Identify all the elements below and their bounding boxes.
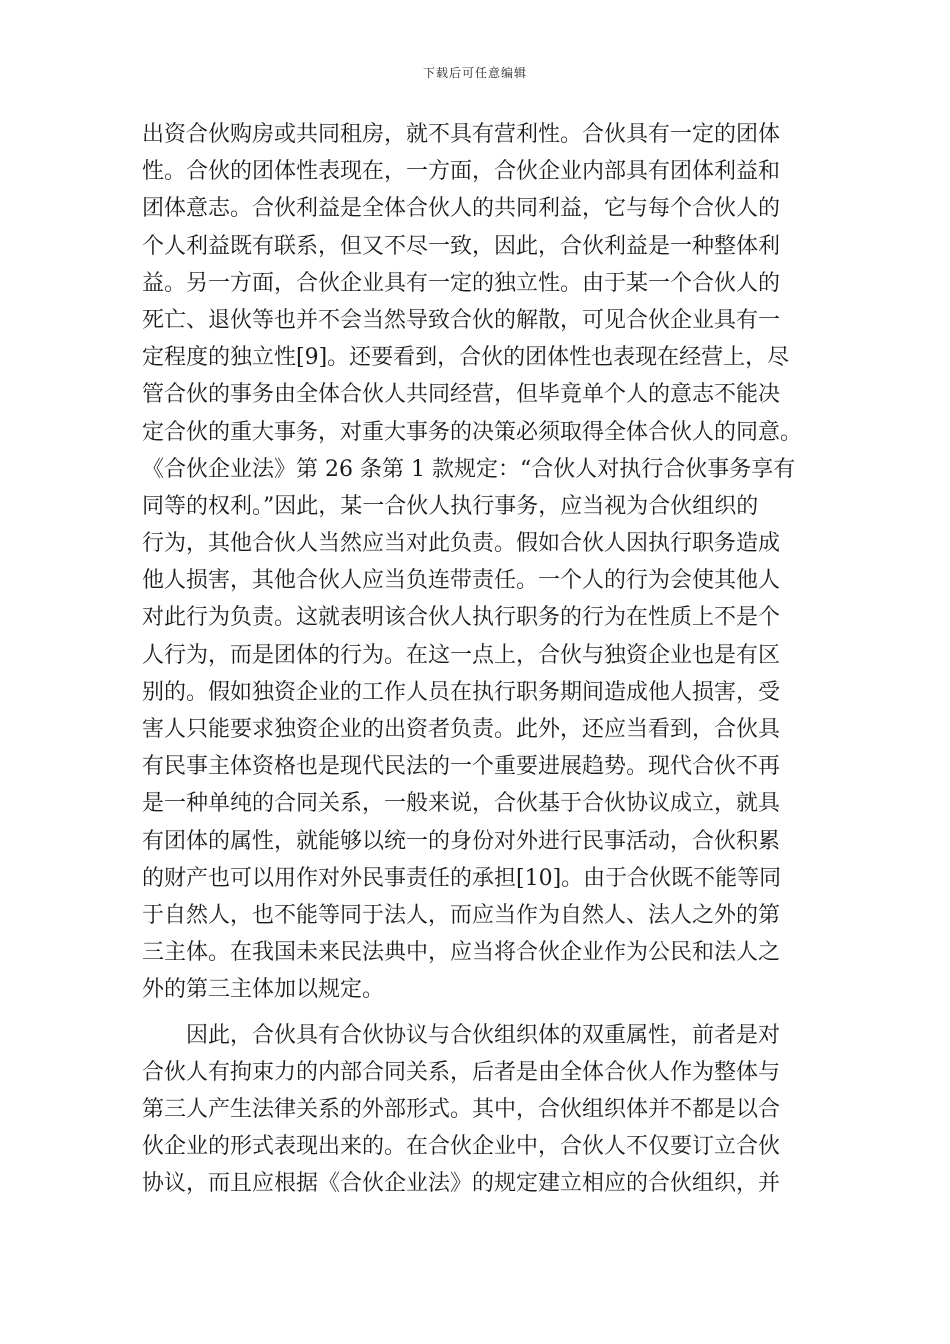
text-line: 有团体的属性，就能够以统一的身份对外进行民事活动，合伙积累 <box>142 828 781 854</box>
text-line: 的财产也可以用作对外民事责任的承担[10]。由于合伙既不能等同 <box>142 865 782 891</box>
text-line: 益。另一方面，合伙企业具有一定的独立性。由于某一个合伙人的 <box>142 270 781 296</box>
text-line: 《合伙企业法》第 26 条第 1 款规定：“合伙人对执行合伙事务享有 <box>142 456 796 482</box>
text-line: 有民事主体资格也是现代民法的一个重要进展趋势。现代合伙不再 <box>142 754 781 780</box>
text-line: 伙企业的形式表现出来的。在合伙企业中，合伙人不仅要订立合伙 <box>142 1134 781 1160</box>
text-line: 定合伙的重大事务，对重大事务的决策必须取得全体合伙人的同意。 <box>142 419 803 445</box>
text-line: 他人损害，其他合伙人应当负连带责任。一个人的行为会使其他人 <box>142 568 781 594</box>
text-line: 协议，而且应根据《合伙企业法》的规定建立相应的合伙组织，并 <box>142 1171 781 1197</box>
text-line: 合伙人有拘束力的内部合同关系，后者是由全体合伙人作为整体与 <box>142 1059 781 1085</box>
text-line: 于自然人，也不能等同于法人，而应当作为自然人、法人之外的第 <box>142 902 781 928</box>
text-line: 三主体。在我国未来民法典中，应当将合伙企业作为公民和法人之 <box>142 940 781 966</box>
paragraph-spacer <box>142 1009 812 1017</box>
text-line: 定程度的独立性[9]。还要看到，合伙的团体性也表现在经营上，尽 <box>142 345 790 371</box>
text-line: 管合伙的事务由全体合伙人共同经营，但毕竟单个人的意志不能决 <box>142 382 781 408</box>
header-note: 下载后可任意编辑 <box>422 66 527 80</box>
text-line: 对此行为负责。这就表明该合伙人执行职务的行为在性质上不是个 <box>142 605 781 631</box>
text-line: 同等的权利。”因此，某一合伙人执行事务，应当视为合伙组织的 <box>142 493 759 519</box>
text-line: 害人只能要求独资企业的出资者负责。此外，还应当看到，合伙具 <box>142 717 781 742</box>
text-line: 是一种单纯的合同关系，一般来说，合伙基于合伙协议成立，就具 <box>142 791 781 817</box>
text-line: 别的。假如独资企业的工作人员在执行职务期间造成他人损害，受 <box>142 679 781 705</box>
text-line: 个人利益既有联系，但又不尽一致，因此，合伙利益是一种整体利 <box>142 233 781 259</box>
text-line: 人行为，而是团体的行为。在这一点上，合伙与独资企业也是有区 <box>142 642 781 668</box>
text-line: 团体意志。合伙利益是全体合伙人的共同利益，它与每个合伙人的 <box>142 196 781 222</box>
text-line: 行为，其他合伙人当然应当对此负责。假如合伙人因执行职务造成 <box>142 531 781 557</box>
paragraph-1 <box>142 116 812 1009</box>
body-text <box>142 116 812 1202</box>
text-line: 性。合伙的团体性表现在，一方面，合伙企业内部具有团体利益和 <box>142 159 781 185</box>
text-line: 死亡、退伙等也并不会当然导致合伙的解散，可见合伙企业具有一 <box>142 307 781 333</box>
text-line: 因此，合伙具有合伙协议与合伙组织体的双重属性，前者是对 <box>142 1022 781 1048</box>
text-line: 出资合伙购房或共同租房，就不具有营利性。合伙具有一定的团体 <box>142 122 781 147</box>
text-line: 外的第三主体加以规定。 <box>142 977 385 1003</box>
text-line: 第三人产生法律关系的外部形式。其中，合伙组织体并不都是以合 <box>142 1096 781 1122</box>
paragraph-2 <box>142 1017 812 1203</box>
